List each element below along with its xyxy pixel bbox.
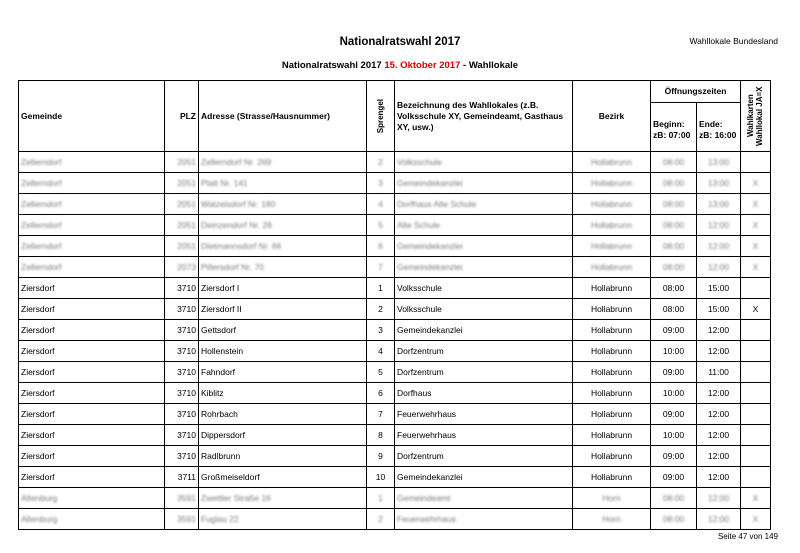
- cell-bezirk: Hollabrunn: [573, 257, 651, 278]
- cell-bezeichnung: Volksschule: [395, 152, 573, 173]
- cell-ende: 12:00: [697, 404, 741, 425]
- cell-wk: [741, 152, 771, 173]
- cell-gemeinde: Ziersdorf: [19, 446, 165, 467]
- cell-beginn: 08:00: [651, 194, 697, 215]
- cell-bezirk: Hollabrunn: [573, 467, 651, 488]
- cell-gemeinde: Ziersdorf: [19, 320, 165, 341]
- cell-bezirk: Horn: [573, 488, 651, 509]
- sprengel-label: Sprengel: [376, 98, 385, 134]
- cell-beginn: 08:00: [651, 488, 697, 509]
- table-row: [19, 278, 771, 299]
- polling-stations-table: [18, 80, 771, 530]
- cell-adresse: Ziersdorf I: [199, 278, 367, 299]
- cell-plz: 3711: [165, 467, 199, 488]
- document-subtitle: [0, 60, 800, 71]
- cell-wk: [741, 404, 771, 425]
- cell-sprengel: 6: [367, 383, 395, 404]
- cell-plz: 3710: [165, 446, 199, 467]
- col-header-oeffnungszeiten: Öffnungszeiten: [651, 81, 741, 103]
- cell-ende: 12:00: [697, 509, 741, 530]
- cell-sprengel: 5: [367, 362, 395, 383]
- cell-gemeinde: Ziersdorf: [19, 299, 165, 320]
- cell-plz: 3710: [165, 383, 199, 404]
- cell-bezeichnung: Feuerwehrhaus: [395, 509, 573, 530]
- col-header-ende: Ende: zB: 16:00: [697, 102, 741, 151]
- cell-beginn: 08:00: [651, 278, 697, 299]
- cell-adresse: Zellerndorf Nr. 269: [199, 152, 367, 173]
- cell-gemeinde: Zellerndorf: [19, 152, 165, 173]
- cell-beginn: 08:00: [651, 509, 697, 530]
- cell-beginn: 10:00: [651, 383, 697, 404]
- cell-bezeichnung: Gemeindekanzlei: [395, 320, 573, 341]
- cell-adresse: Zwettler Straße 16: [199, 488, 367, 509]
- col-header-plz: PLZ: [165, 81, 199, 152]
- cell-bezeichnung: Feuerwehrhaus: [395, 425, 573, 446]
- col-header-adresse: Adresse (Strasse/Hausnummer): [199, 81, 367, 152]
- col-header-wahlkarten: [741, 81, 771, 152]
- col-header-gemeinde: Gemeinde: [19, 81, 165, 152]
- table-row: [19, 404, 771, 425]
- cell-bezirk: Hollabrunn: [573, 425, 651, 446]
- cell-gemeinde: Zellerndorf: [19, 173, 165, 194]
- cell-wk: X: [741, 509, 771, 530]
- table-row: [19, 425, 771, 446]
- cell-ende: 12:00: [697, 467, 741, 488]
- cell-sprengel: 7: [367, 257, 395, 278]
- cell-bezirk: Hollabrunn: [573, 152, 651, 173]
- cell-bezirk: Hollabrunn: [573, 383, 651, 404]
- cell-adresse: Großmeiseldorf: [199, 467, 367, 488]
- cell-beginn: 08:00: [651, 299, 697, 320]
- cell-bezeichnung: Gemeindekanzlei: [395, 467, 573, 488]
- cell-plz: 3710: [165, 425, 199, 446]
- cell-gemeinde: Altenburg: [19, 509, 165, 530]
- cell-beginn: 09:00: [651, 404, 697, 425]
- cell-bezeichnung: Volksschule: [395, 278, 573, 299]
- cell-bezirk: Horn: [573, 509, 651, 530]
- table-row: [19, 257, 771, 278]
- cell-gemeinde: Ziersdorf: [19, 362, 165, 383]
- cell-sprengel: 6: [367, 236, 395, 257]
- cell-plz: 3710: [165, 299, 199, 320]
- cell-wk: [741, 446, 771, 467]
- cell-sprengel: 10: [367, 467, 395, 488]
- cell-plz: 2051: [165, 236, 199, 257]
- col-header-beginn: Beginn: zB: 07:00: [651, 102, 697, 151]
- cell-bezirk: Hollabrunn: [573, 194, 651, 215]
- cell-sprengel: 9: [367, 446, 395, 467]
- cell-bezeichnung: Alte Schule: [395, 215, 573, 236]
- cell-bezeichnung: Gemeindekanzlei: [395, 236, 573, 257]
- cell-sprengel: 5: [367, 215, 395, 236]
- col-header-bezirk: Bezirk: [573, 81, 651, 152]
- cell-sprengel: 3: [367, 173, 395, 194]
- cell-bezeichnung: Dorfzentrum: [395, 362, 573, 383]
- cell-gemeinde: Ziersdorf: [19, 425, 165, 446]
- cell-adresse: Radlbrunn: [199, 446, 367, 467]
- cell-sprengel: 4: [367, 341, 395, 362]
- cell-adresse: Dippersdorf: [199, 425, 367, 446]
- cell-wk: [741, 278, 771, 299]
- cell-sprengel: 1: [367, 278, 395, 299]
- table-row: [19, 320, 771, 341]
- cell-plz: 2073: [165, 257, 199, 278]
- cell-beginn: 09:00: [651, 467, 697, 488]
- cell-gemeinde: Zellerndorf: [19, 236, 165, 257]
- cell-adresse: Gettsdorf: [199, 320, 367, 341]
- cell-wk: [741, 341, 771, 362]
- cell-adresse: Platt Nr. 141: [199, 173, 367, 194]
- cell-adresse: Hollenstein: [199, 341, 367, 362]
- cell-wk: X: [741, 215, 771, 236]
- cell-sprengel: 2: [367, 509, 395, 530]
- table-row: [19, 383, 771, 404]
- cell-sprengel: 4: [367, 194, 395, 215]
- cell-sprengel: 2: [367, 152, 395, 173]
- cell-ende: 15:00: [697, 278, 741, 299]
- cell-gemeinde: Ziersdorf: [19, 467, 165, 488]
- cell-plz: 2051: [165, 194, 199, 215]
- cell-bezeichnung: Gemeindeamt: [395, 488, 573, 509]
- subtitle-date: 15. Oktober 2017: [384, 60, 461, 71]
- cell-bezirk: Hollabrunn: [573, 446, 651, 467]
- cell-plz: 2051: [165, 215, 199, 236]
- table-row: [19, 446, 771, 467]
- cell-adresse: Pillersdorf Nr. 70: [199, 257, 367, 278]
- cell-plz: 3591: [165, 488, 199, 509]
- cell-gemeinde: Zellerndorf: [19, 215, 165, 236]
- document-title: Nationalratswahl 2017: [339, 36, 461, 48]
- cell-bezirk: Hollabrunn: [573, 173, 651, 194]
- table-row: [19, 236, 771, 257]
- cell-gemeinde: Zellerndorf: [19, 257, 165, 278]
- cell-ende: 12:00: [697, 215, 741, 236]
- cell-beginn: 09:00: [651, 320, 697, 341]
- wahlkarten-label: Wahlkarten Wahllokal JA=X: [745, 86, 764, 146]
- cell-plz: 3710: [165, 320, 199, 341]
- cell-beginn: 10:00: [651, 341, 697, 362]
- cell-wk: [741, 362, 771, 383]
- cell-beginn: 08:00: [651, 236, 697, 257]
- cell-plz: 3591: [165, 509, 199, 530]
- cell-bezirk: Hollabrunn: [573, 236, 651, 257]
- subtitle-prefix: Nationalratswahl 2017: [281, 60, 385, 71]
- table-row: [19, 509, 771, 530]
- table-row: [19, 194, 771, 215]
- cell-bezeichnung: Dorfzentrum: [395, 446, 573, 467]
- cell-sprengel: 3: [367, 320, 395, 341]
- cell-beginn: 09:00: [651, 446, 697, 467]
- cell-beginn: 08:00: [651, 152, 697, 173]
- table-row: [19, 362, 771, 383]
- cell-ende: 12:00: [697, 446, 741, 467]
- cell-adresse: Fahndorf: [199, 362, 367, 383]
- cell-bezeichnung: Gemeindekanzlei: [395, 173, 573, 194]
- cell-bezirk: Hollabrunn: [573, 404, 651, 425]
- cell-bezeichnung: Feuerwehrhaus: [395, 404, 573, 425]
- col-header-sprengel: [367, 81, 395, 152]
- cell-bezirk: Hollabrunn: [573, 278, 651, 299]
- cell-bezirk: Hollabrunn: [573, 215, 651, 236]
- cell-plz: 3710: [165, 278, 199, 299]
- cell-ende: 11:00: [697, 362, 741, 383]
- cell-ende: 15:00: [697, 299, 741, 320]
- cell-wk: [741, 320, 771, 341]
- cell-adresse: Watzelsdorf Nr. 180: [199, 194, 367, 215]
- cell-ende: 12:00: [697, 236, 741, 257]
- cell-wk: X: [741, 236, 771, 257]
- cell-wk: X: [741, 173, 771, 194]
- cell-beginn: 08:00: [651, 257, 697, 278]
- cell-adresse: Kiblitz: [199, 383, 367, 404]
- table-row: [19, 341, 771, 362]
- cell-adresse: Dietmannsdorf Nr. 66: [199, 236, 367, 257]
- document-header-label: Wahllokale Bundesland: [689, 36, 778, 46]
- cell-bezeichnung: Dorfhaus Alte Schule: [395, 194, 573, 215]
- cell-gemeinde: Ziersdorf: [19, 383, 165, 404]
- page-number: Seite 47 von 149: [717, 532, 778, 541]
- cell-adresse: Ziersdorf II: [199, 299, 367, 320]
- cell-wk: X: [741, 257, 771, 278]
- subtitle-suffix: - Wahllokale: [460, 60, 519, 71]
- cell-beginn: 10:00: [651, 425, 697, 446]
- cell-bezirk: Hollabrunn: [573, 362, 651, 383]
- cell-ende: 12:00: [697, 320, 741, 341]
- cell-adresse: Deinzendorf Nr. 28: [199, 215, 367, 236]
- cell-adresse: Rohrbach: [199, 404, 367, 425]
- cell-plz: 3710: [165, 362, 199, 383]
- cell-ende: 13:00: [697, 152, 741, 173]
- cell-bezeichnung: Gemeindekanzlei: [395, 257, 573, 278]
- cell-plz: 3710: [165, 341, 199, 362]
- table-row: [19, 299, 771, 320]
- cell-plz: 2051: [165, 173, 199, 194]
- cell-gemeinde: Altenburg: [19, 488, 165, 509]
- cell-bezirk: Hollabrunn: [573, 341, 651, 362]
- cell-bezeichnung: Volksschule: [395, 299, 573, 320]
- cell-beginn: 08:00: [651, 173, 697, 194]
- cell-wk: X: [741, 299, 771, 320]
- cell-sprengel: 2: [367, 299, 395, 320]
- cell-ende: 13:00: [697, 194, 741, 215]
- cell-ende: 12:00: [697, 341, 741, 362]
- cell-bezirk: Hollabrunn: [573, 320, 651, 341]
- cell-beginn: 08:00: [651, 215, 697, 236]
- cell-bezirk: Hollabrunn: [573, 299, 651, 320]
- cell-gemeinde: Ziersdorf: [19, 278, 165, 299]
- cell-gemeinde: Zellerndorf: [19, 194, 165, 215]
- cell-plz: 2051: [165, 152, 199, 173]
- table-row: [19, 173, 771, 194]
- cell-bezeichnung: Dorfhaus: [395, 383, 573, 404]
- cell-wk: X: [741, 488, 771, 509]
- cell-sprengel: 7: [367, 404, 395, 425]
- cell-wk: [741, 383, 771, 404]
- cell-ende: 12:00: [697, 488, 741, 509]
- cell-sprengel: 8: [367, 425, 395, 446]
- table-row: [19, 467, 771, 488]
- cell-gemeinde: Ziersdorf: [19, 404, 165, 425]
- cell-plz: 3710: [165, 404, 199, 425]
- cell-gemeinde: Ziersdorf: [19, 341, 165, 362]
- table-row: [19, 152, 771, 173]
- cell-ende: 12:00: [697, 383, 741, 404]
- cell-ende: 13:00: [697, 173, 741, 194]
- table-body: [19, 152, 771, 530]
- cell-sprengel: 1: [367, 488, 395, 509]
- cell-wk: X: [741, 194, 771, 215]
- table-row: [19, 488, 771, 509]
- cell-adresse: Fuglau 22: [199, 509, 367, 530]
- cell-ende: 12:00: [697, 425, 741, 446]
- cell-beginn: 09:00: [651, 362, 697, 383]
- cell-wk: [741, 425, 771, 446]
- cell-bezeichnung: Dorfzentrum: [395, 341, 573, 362]
- table-row: [19, 215, 771, 236]
- cell-ende: 12:00: [697, 257, 741, 278]
- col-header-bezeichnung: Bezeichnung des Wahllokales (z.B. Volksschule XY, Gemeindeamt, Gasthaus XY, usw.): [395, 81, 573, 152]
- cell-wk: [741, 467, 771, 488]
